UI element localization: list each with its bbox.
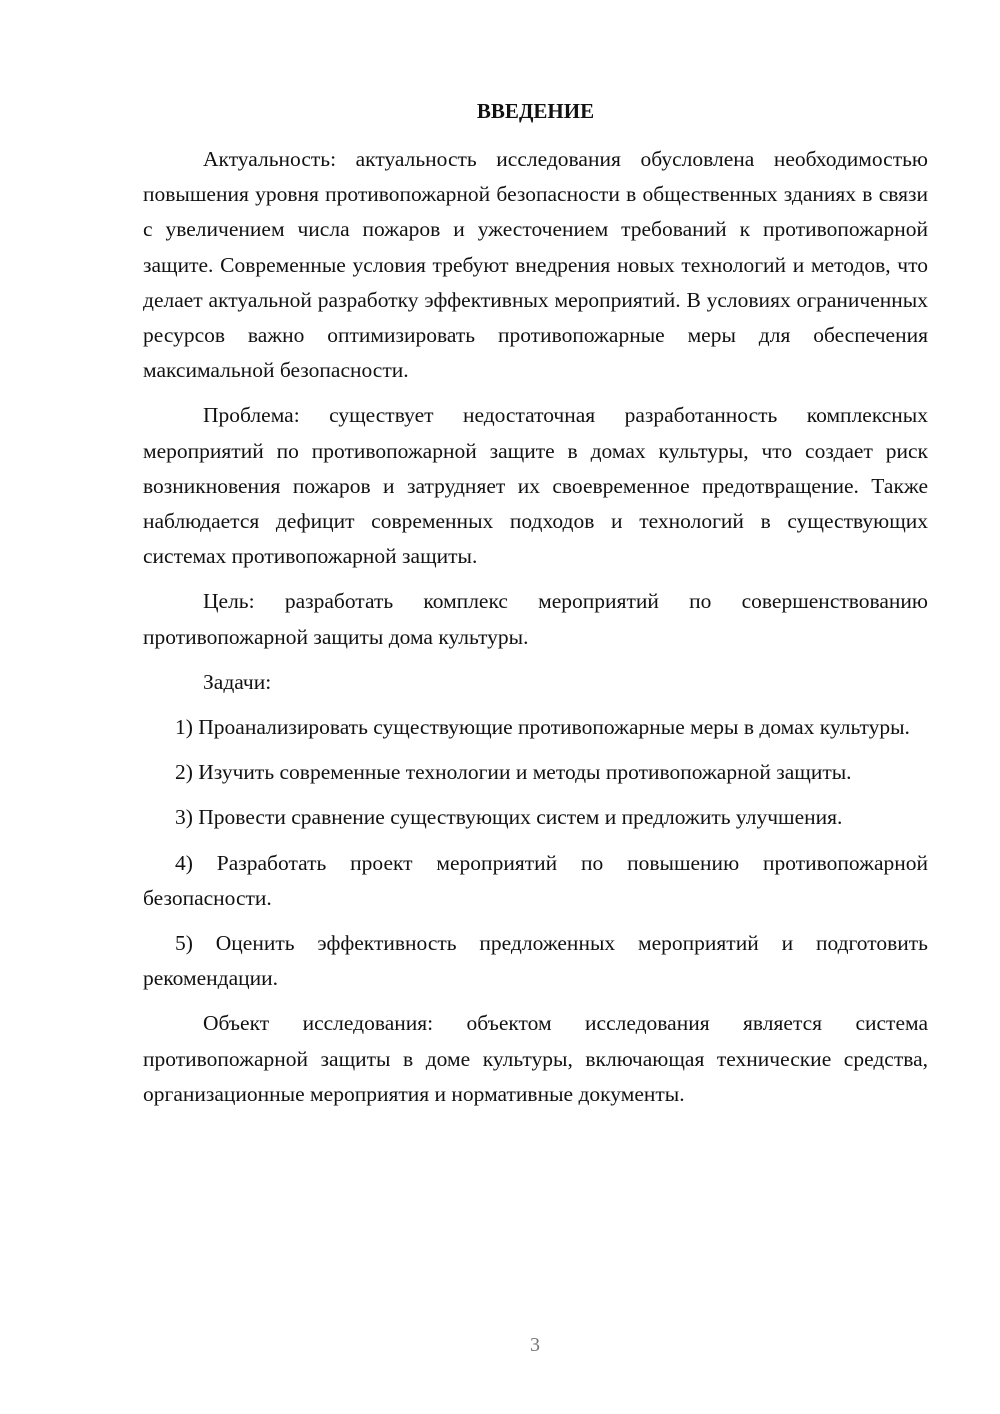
task-item: 1) Проанализировать существующие противопожарные меры в домах культуры.	[175, 715, 910, 740]
paragraph-goal: Цель: разработать комплекс мероприятий по совершенствованию противопожарной защиты дома культуры.	[143, 589, 928, 649]
paragraph-relevance: Актуальность: актуальность исследования обусловлена необходимостью повышения уровня противопожарной безопасности в общественных зданиях в связи с увеличением числа пожаров и ужесточением требований к противопожарной защите. Современные условия требуют внедрения новых технологий и методов, что делает актуальной разработку эффективных мероприятий. В условиях ограниченных ресурсов важно оптимизировать противопожарные меры для обеспечения максимальной безопасности.	[143, 147, 928, 383]
page-number: 3	[530, 1334, 540, 1356]
paragraph-object: Объект исследования: объектом исследования является система противопожарной защиты в доме культуры, включающая технические средства, организационные мероприятия и нормативные документы.	[143, 1011, 928, 1106]
task-item: 5) Оценить эффективность предложенных мероприятий и подготовить рекомендации.	[143, 931, 928, 991]
tasks-heading: Задачи:	[203, 669, 272, 694]
task-item: 3) Провести сравнение существующих систем и предложить улучшения.	[175, 805, 843, 830]
task-item: 4) Разработать проект мероприятий по повышению противопожарной безопасности.	[143, 850, 928, 910]
paragraph-problem: Проблема: существует недостаточная разработанность комплексных мероприятий по противопожарной защите в домах культуры, что создает риск возникновения пожаров и затрудняет их своевременное предотвращение. Также наблюдается дефицит современных подходов и технологий в существующих системах противопожарной защиты.	[143, 403, 928, 569]
section-title: ВВЕДЕНИЕ	[476, 99, 595, 123]
task-item: 2) Изучить современные технологии и методы противопожарной защиты.	[175, 760, 852, 785]
document-body	[143, 142, 928, 1122]
